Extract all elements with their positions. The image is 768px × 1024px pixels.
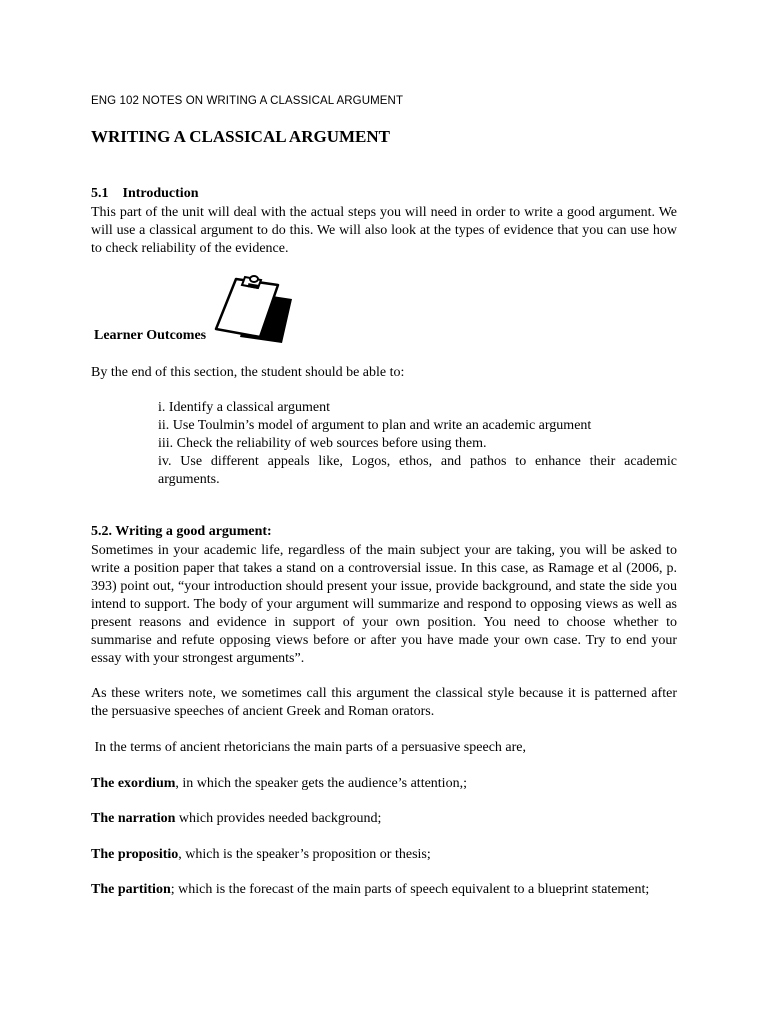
- clipboard-icon: [212, 275, 292, 345]
- term-description: which provides needed background;: [175, 811, 382, 826]
- speech-part-partition: [91, 881, 677, 899]
- classical-style-paragraph: As these writers note, we sometimes call this argument the classical style because it is patterned after the persuasive speeches of ancient Greek and Roman orators.: [91, 686, 677, 719]
- term-label: The partition: [91, 882, 171, 897]
- speech-part-propositio: [91, 846, 677, 864]
- term-description: , which is the speaker’s proposition or thesis;: [178, 847, 431, 862]
- section-heading-introduction: 5.1 Introduction: [91, 186, 199, 201]
- term-label: The exordium: [91, 776, 176, 791]
- list-item: ii. Use Toulmin’s model of argument to plan and write an academic argument: [158, 418, 592, 433]
- term-label: The narration: [91, 811, 176, 826]
- learner-outcomes-heading: Learner Outcomes: [94, 328, 207, 343]
- term-description: ; which is the forecast of the main parts of speech equivalent to a blueprint statement;: [170, 882, 650, 897]
- page-title: WRITING A CLASSICAL ARGUMENT: [91, 127, 390, 146]
- section-heading-good-argument: 5.2. Writing a good argument:: [91, 524, 272, 539]
- rhetoricians-paragraph: In the terms of ancient rhetoricians the main parts of a persuasive speech are,: [91, 740, 526, 755]
- argument-paragraph: Sometimes in your academic life, regardless of the main subject your are taking, you will be asked to write a position paper that takes a stand on a controversial issue. In this case, as Ramage et al (2006, p. 393) point out, “your introduction should present your issue, provide background, and state the side you intend to support. The body of your argument will summarize and respond to opposing views as well as present reasons and evidence in support of your own position. You need to choose whether to summarise and refute opposing views before or after you have made your own case. Try to end your essay with your strongest arguments”.: [91, 543, 677, 666]
- intro-paragraph: This part of the unit will deal with the actual steps you will need in order to write a good argument. We will use a classical argument to do this. We will also look at the types of evidence that you can use how to check reliability of the evidence.: [91, 205, 677, 256]
- term-description: , in which the speaker gets the audience’s attention,;: [175, 776, 467, 791]
- list-item: i. Identify a classical argument: [158, 400, 330, 415]
- list-item: iii. Check the reliability of web sources before using them.: [158, 436, 487, 451]
- outcomes-intro: By the end of this section, the student should be able to:: [91, 365, 405, 380]
- list-item: iv. Use different appeals like, Logos, ethos, and pathos to enhance their academic arguments.: [158, 454, 677, 487]
- term-label: The propositio: [91, 847, 179, 862]
- speech-part-narration: [91, 810, 677, 828]
- outcomes-list: [158, 399, 677, 489]
- speech-part-exordium: [91, 775, 677, 793]
- page-header: ENG 102 NOTES ON WRITING A CLASSICAL ARGUMENT: [91, 95, 404, 107]
